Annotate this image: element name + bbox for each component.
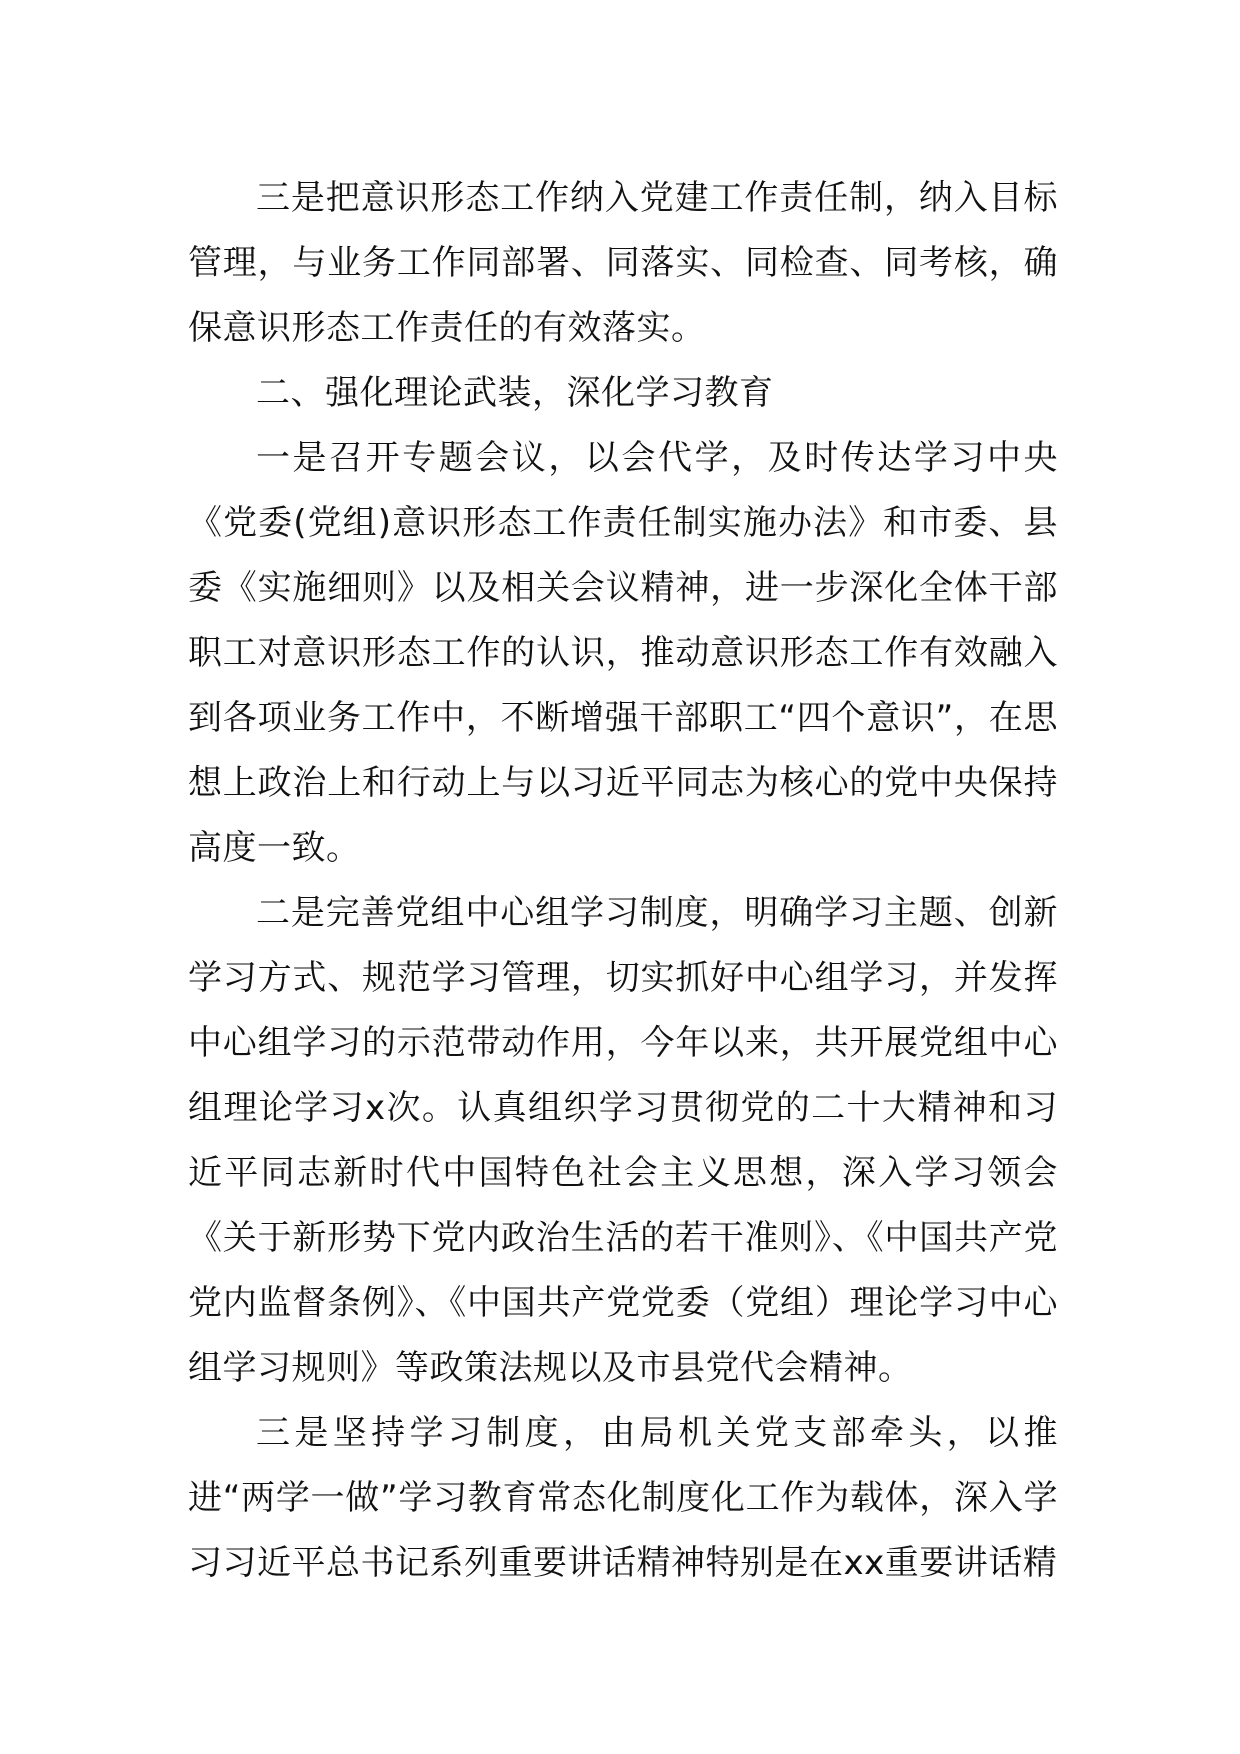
paragraph-special-meeting: 一是召开专题会议，以会代学，及时传达学习中央《党委(党组)意识形态工作责任制实施办法》和市委、县委《实施细则》以及相关会议精神，进一步深化全体干部职工对意识形态工作的认识，推动意识形态工作有效融入到各项业务工作中，不断增强干部职工“四个意识”，在思想上政治上和行动上与以习近平同志为核心的党中央保持高度一致。 xyxy=(188,438,1058,868)
paragraph-responsibility-system: 三是把意识形态工作纳入党建工作责任制，纳入目标管理，与业务工作同部署、同落实、同检查、同考核，确保意识形态工作责任的有效落实。 xyxy=(188,178,1058,348)
paragraph-study-system: 三是坚持学习制度，由局机关党支部牵头，以推进“两学一做”学习教育常态化制度化工作为载体，深入学习习近平总书记系列重要讲话精神特别是在xx重要讲话精 xyxy=(188,1413,1058,1583)
section-heading-theory: 二、强化理论武装，深化学习教育 xyxy=(256,373,774,413)
paragraph-group-study: 二是完善党组中心组学习制度，明确学习主题、创新学习方式、规范学习管理，切实抓好中心组学习，并发挥中心组学习的示范带动作用，今年以来，共开展党组中心组理论学习x次。认真组织学习贯彻党的二十大精神和习近平同志新时代中国特色社会主义思想，深入学习领会《关于新形势下党内政治生活的若干准则》、《中国共产党党内监督条例》、《中国共产党党委（党组）理论学习中心组学习规则》等政策法规以及市县党代会精神。 xyxy=(188,893,1058,1388)
document-body xyxy=(188,166,1058,1596)
